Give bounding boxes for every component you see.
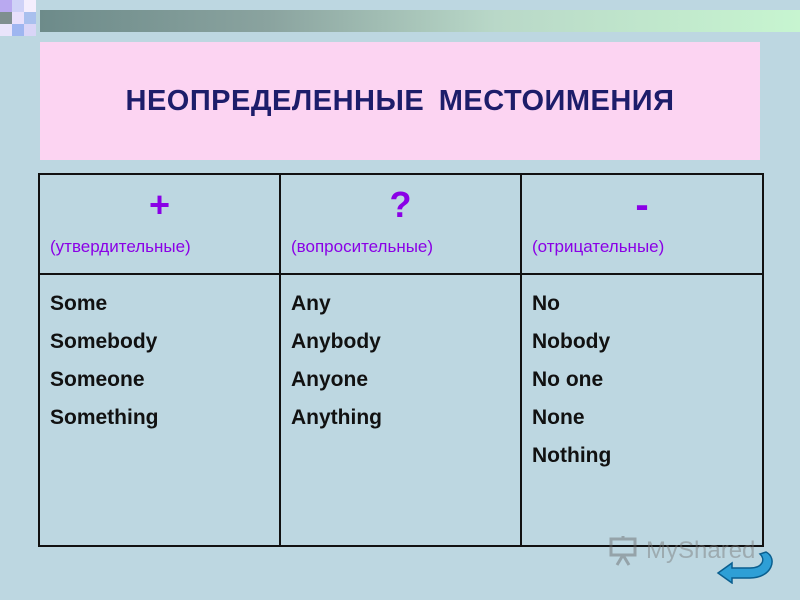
return-arrow-icon[interactable] — [716, 548, 774, 584]
deco-square — [0, 24, 12, 36]
list-item: None — [532, 406, 585, 429]
pronoun-table — [38, 173, 764, 547]
title-box — [40, 42, 760, 160]
word-list — [40, 275, 279, 437]
header-cell-negative — [521, 174, 763, 274]
list-item: No one — [532, 368, 604, 391]
list-item: Anything — [291, 406, 382, 429]
list-item: Nothing — [532, 444, 612, 467]
kind-label: (отрицательные) — [532, 237, 665, 256]
list-item: Nobody — [532, 330, 611, 353]
word-cell-affirmative — [39, 274, 280, 546]
deco-square — [24, 24, 36, 36]
word-cell-interrogative — [280, 274, 521, 546]
plus-sign: + — [148, 184, 171, 225]
list-item: Someone — [50, 368, 145, 391]
table-header-row — [39, 174, 763, 274]
word-cell-negative — [521, 274, 763, 546]
list-item: Some — [50, 292, 108, 315]
table-body-row — [39, 274, 763, 546]
list-item: Any — [291, 292, 331, 315]
deco-square — [24, 12, 36, 24]
deco-square — [0, 0, 12, 12]
decorative-stripe — [40, 10, 800, 32]
list-item: Somebody — [50, 330, 158, 353]
deco-square — [24, 0, 36, 12]
kind-label: (утвердительные) — [50, 237, 191, 256]
list-item: Something — [50, 406, 159, 429]
list-item: No — [532, 292, 560, 315]
deco-square — [0, 12, 12, 24]
header-cell-interrogative — [280, 174, 521, 274]
word-list — [281, 275, 520, 437]
list-item: Anybody — [291, 330, 381, 353]
page-title: НЕОПРЕДЕЛЕННЫЕ МЕСТОИМЕНИЯ — [125, 84, 675, 117]
watermark-text: MyShared — [646, 537, 756, 564]
deco-square — [12, 0, 24, 12]
list-item: Anyone — [291, 368, 369, 391]
deco-square — [12, 12, 24, 24]
question-sign: ? — [389, 184, 412, 225]
minus-sign: - — [635, 183, 649, 227]
header-cell-affirmative — [39, 174, 280, 274]
word-list — [522, 275, 762, 475]
deco-square — [12, 24, 24, 36]
presentation-icon — [608, 536, 640, 566]
kind-label: (вопросительные) — [291, 237, 434, 256]
